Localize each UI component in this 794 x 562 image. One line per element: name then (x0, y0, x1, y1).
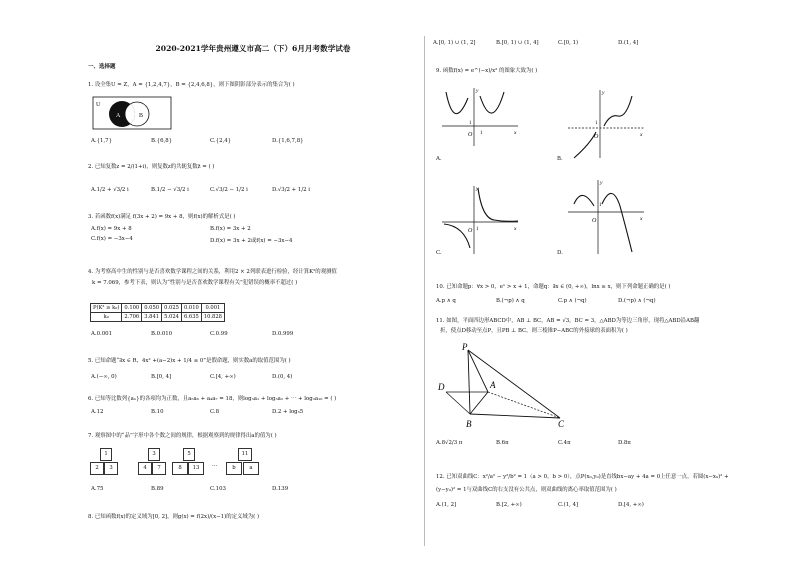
q8-option-a: A.[0, 1) ∪ (1, 2] (433, 40, 476, 46)
q6-option-c: C.8 (210, 409, 220, 415)
q5-option-b: B.[0, 4] (151, 374, 172, 380)
svg-text:1: 1 (599, 203, 602, 208)
q4-option-b: B.0.010 (151, 331, 173, 337)
fig1-bottom-right: 3 (104, 462, 118, 475)
graph-a (440, 84, 522, 148)
fig3-bottom-right: 13 (188, 462, 204, 475)
fig3-top: 5 (183, 448, 195, 461)
question-7-text: 7. 观察图中的“品”字形中各个数之间的规律，根据观察到的规律得出a的值为( ) (88, 433, 277, 439)
q2-option-a: A.1/2 + √3/2 i (91, 187, 129, 193)
table-cell: 10.828 (201, 313, 224, 322)
question-9-text: 9. 函数f(x) = e^(−x)/x² 的图象大致为( ) (436, 68, 538, 74)
q11-option-d: D.8π (618, 440, 631, 446)
q10-option-a: A.p ∧ q (436, 298, 456, 304)
table-cell: 3.841 (142, 313, 162, 322)
q7-option-d: D.139 (272, 486, 289, 492)
q10-option-c: C.p ∧ (¬q) (558, 298, 587, 304)
question-11-text-cont: 折，使点D移动至点P，且PB ⊥ BC，则三棱锥P−ABC的外接球的表面积为( ) (440, 328, 628, 334)
svg-text:1: 1 (480, 131, 483, 136)
svg-text:y: y (602, 90, 605, 96)
q12-option-b: B.[2, +∞) (496, 502, 522, 508)
table-cell: 2.706 (122, 313, 142, 322)
q7-option-c: C.103 (210, 486, 226, 492)
table-cell: 0.050 (142, 304, 162, 313)
q4-option-d: D.0.999 (272, 331, 294, 337)
question-12-text-cont: (y−y₀)² = 1与双曲线C的右支没有公共点，则双曲线的离心率取值范围为( ) (436, 487, 617, 493)
q5-option-c: C.[4, +∞) (210, 374, 236, 380)
fig4-top: 11 (238, 448, 252, 461)
question-8-text: 8. 已知函数f(x)的定义域为[0, 2]，则g(x) = f(2x)/(x−1)的定义域为( ) (88, 514, 260, 520)
svg-text:y: y (476, 186, 479, 192)
svg-text:O: O (594, 134, 599, 140)
q4-option-a: A.0.001 (91, 331, 113, 337)
svg-text:y: y (600, 180, 603, 186)
table-cell: P(K² ≥ k₀) (91, 304, 122, 313)
q5-option-d: D.(0, 4) (272, 374, 293, 380)
q9-option-c: C. (436, 250, 442, 256)
q6-option-d: D.2 + log₃5 (272, 409, 304, 415)
q7-option-a: A.75 (91, 486, 104, 492)
q4-option-c: C.0.99 (210, 331, 228, 337)
q9-option-a: A. (436, 156, 442, 162)
graph-b (566, 86, 648, 160)
q12-option-c: C.(1, 4] (558, 502, 579, 508)
q2-option-d: D.√3/2 + 1/2 i (272, 187, 311, 193)
question-12-text: 12. 已知双曲线C：x²/a² − y²/b² = 1（a > 0，b > 0），点P(x₀,y₀)是直线bx−ay + 4a = 0上任意一点，若圆(x−x₀)² + (436, 474, 729, 480)
table-cell: 5.024 (162, 313, 182, 322)
q5-option-a: A.(−∞, 0) (91, 374, 117, 380)
q8-option-c: C.[0, 1) (558, 40, 579, 46)
q11-option-a: A.8√2/3 π (436, 440, 463, 446)
table-cell: k₀ (91, 313, 122, 322)
question-10-text: 10. 已知命题p：∀x > 0，eˣ > x + 1，命题q：∃x ∈ (0, +∞)，lnx ≥ x，则下列命题正确的是( ) (436, 284, 671, 290)
section-heading: 一、选择题 (88, 64, 116, 70)
svg-text:1: 1 (469, 121, 472, 126)
fig2-bottom-right: 7 (152, 462, 166, 475)
svg-text:x: x (514, 226, 517, 232)
svg-text:O: O (468, 228, 473, 234)
fig1-bottom-left: 2 (90, 462, 104, 475)
column-divider (424, 36, 425, 546)
label-a: A (490, 380, 496, 390)
question-2-text: 2. 已知复数z = 2/(1+i)，则复数z的共轭复数z̄ = ( ) (88, 164, 215, 170)
table-cell: 0.010 (181, 304, 201, 313)
svg-text:x: x (514, 130, 517, 136)
pyramid-figure (436, 340, 576, 434)
ellipsis: … (212, 462, 218, 468)
question-6-text: 6. 已知等比数列{aₙ}的各项均为正数，且a₅a₆ + a₄a₇ = 18，则log₃a₁ + log₃a₂ + ⋯ + log₃a₁₀ = ( ) (88, 396, 337, 402)
svg-text:x: x (640, 132, 643, 138)
q2-option-b: B.1/2 − √3/2 i (151, 187, 189, 193)
question-3-text: 3. 若函数f(x)满足 f(3x + 2) = 9x + 8，则f(x)的解析式是( ) (88, 214, 236, 220)
q3-option-b: B.f(x) = 3x + 2 (210, 226, 251, 232)
label-b: B (466, 419, 472, 429)
q11-option-b: B.6π (496, 440, 509, 446)
exam-title: 2020-2021学年贵州遵义市高二（下）6月月考数学试卷 (155, 44, 351, 53)
question-4-text-cont: k = 7.069，参考下表，则认为“性别与是否喜欢数学课程有关”犯错误的概率不超过( ) (92, 280, 298, 286)
fig4-bottom-left: b (226, 462, 242, 475)
fig3-bottom-left: 8 (172, 462, 188, 475)
q10-option-d: D.(¬p) ∧ (¬q) (618, 298, 656, 304)
venn-diagram (92, 96, 172, 130)
q8-option-d: D.(1, 4] (618, 40, 639, 46)
q1-option-b: B.{6,8} (151, 138, 173, 144)
table-row (91, 304, 225, 313)
q9-option-d: D. (557, 250, 563, 256)
label-p: P (462, 342, 468, 352)
question-5-text: 5. 已知命题“∃x ∈ R，4x² +(a−2)x + 1/4 ≤ 0”是假命题，则实数a的取值范围为( ) (88, 358, 291, 364)
q11-option-c: C.4π (558, 440, 571, 446)
table-cell: 6.635 (181, 313, 201, 322)
q1-option-a: A.{1,7} (91, 138, 113, 144)
q1-option-c: C.{2,4} (210, 138, 232, 144)
table-cell: 0.025 (162, 304, 182, 313)
question-1-text: 1. 设全集U = Z，A = {1,2,4,7}，B = {2,4,6,8}，则下图阴影部分表示的集合为( ) (88, 82, 295, 88)
q7-option-b: B.89 (151, 486, 164, 492)
q6-option-a: A.12 (91, 409, 104, 415)
venn-label-a: A (116, 113, 121, 119)
svg-text:1: 1 (595, 121, 598, 126)
fig1-top: 1 (100, 448, 112, 461)
fig2-top: 3 (148, 448, 160, 461)
q12-option-d: D.[4, +∞) (618, 502, 644, 508)
q2-option-c: C.√3/2 − 1/2 i (210, 187, 248, 193)
q10-option-b: B.(¬p) ∧ q (496, 298, 525, 304)
label-d: D (438, 382, 445, 392)
venn-label-b: B (139, 113, 144, 119)
svg-text:O: O (468, 132, 473, 138)
graph-c (440, 182, 522, 256)
q12-option-a: A.(1, 2] (436, 502, 457, 508)
table-cell: 0.100 (122, 304, 142, 313)
graph-d (566, 176, 648, 256)
critical-value-table (90, 303, 225, 322)
q1-option-d: D.{1,6,7,8} (272, 138, 304, 144)
svg-text:1: 1 (476, 227, 479, 232)
table-cell: 0.001 (201, 304, 224, 313)
q3-option-c: C.f(x) = −3x−4 (91, 236, 133, 242)
svg-text:O: O (592, 218, 597, 224)
svg-text:y: y (476, 88, 479, 94)
venn-label-u: U (96, 102, 101, 108)
q9-option-b: B. (557, 156, 563, 162)
fig4-bottom-right: a (243, 462, 259, 475)
q6-option-b: B.10 (151, 409, 164, 415)
question-11-text: 11. 如图，平面四边形ABCD中，AB ⊥ BC，AB = √3，BC = 3，△ABD为等边三角形，现将△ABD沿AB翻 (436, 318, 700, 324)
q3-option-d: D.f(x) = 3x + 2或f(x) = −3x−4 (210, 238, 293, 244)
label-c: C (558, 419, 565, 429)
q3-option-a: A.f(x) = 9x + 8 (91, 226, 132, 232)
fig2-bottom-left: 4 (138, 462, 152, 475)
table-row (91, 313, 225, 322)
q8-option-b: B.[0, 1) ∪ (1, 4] (496, 40, 539, 46)
question-4-text: 4. 为考察高中生的性别与是否喜欢数学课程之间的关系，利用2 × 2列联表进行检验，经计算K²的观测值 (88, 269, 337, 275)
svg-text:x: x (640, 216, 643, 222)
